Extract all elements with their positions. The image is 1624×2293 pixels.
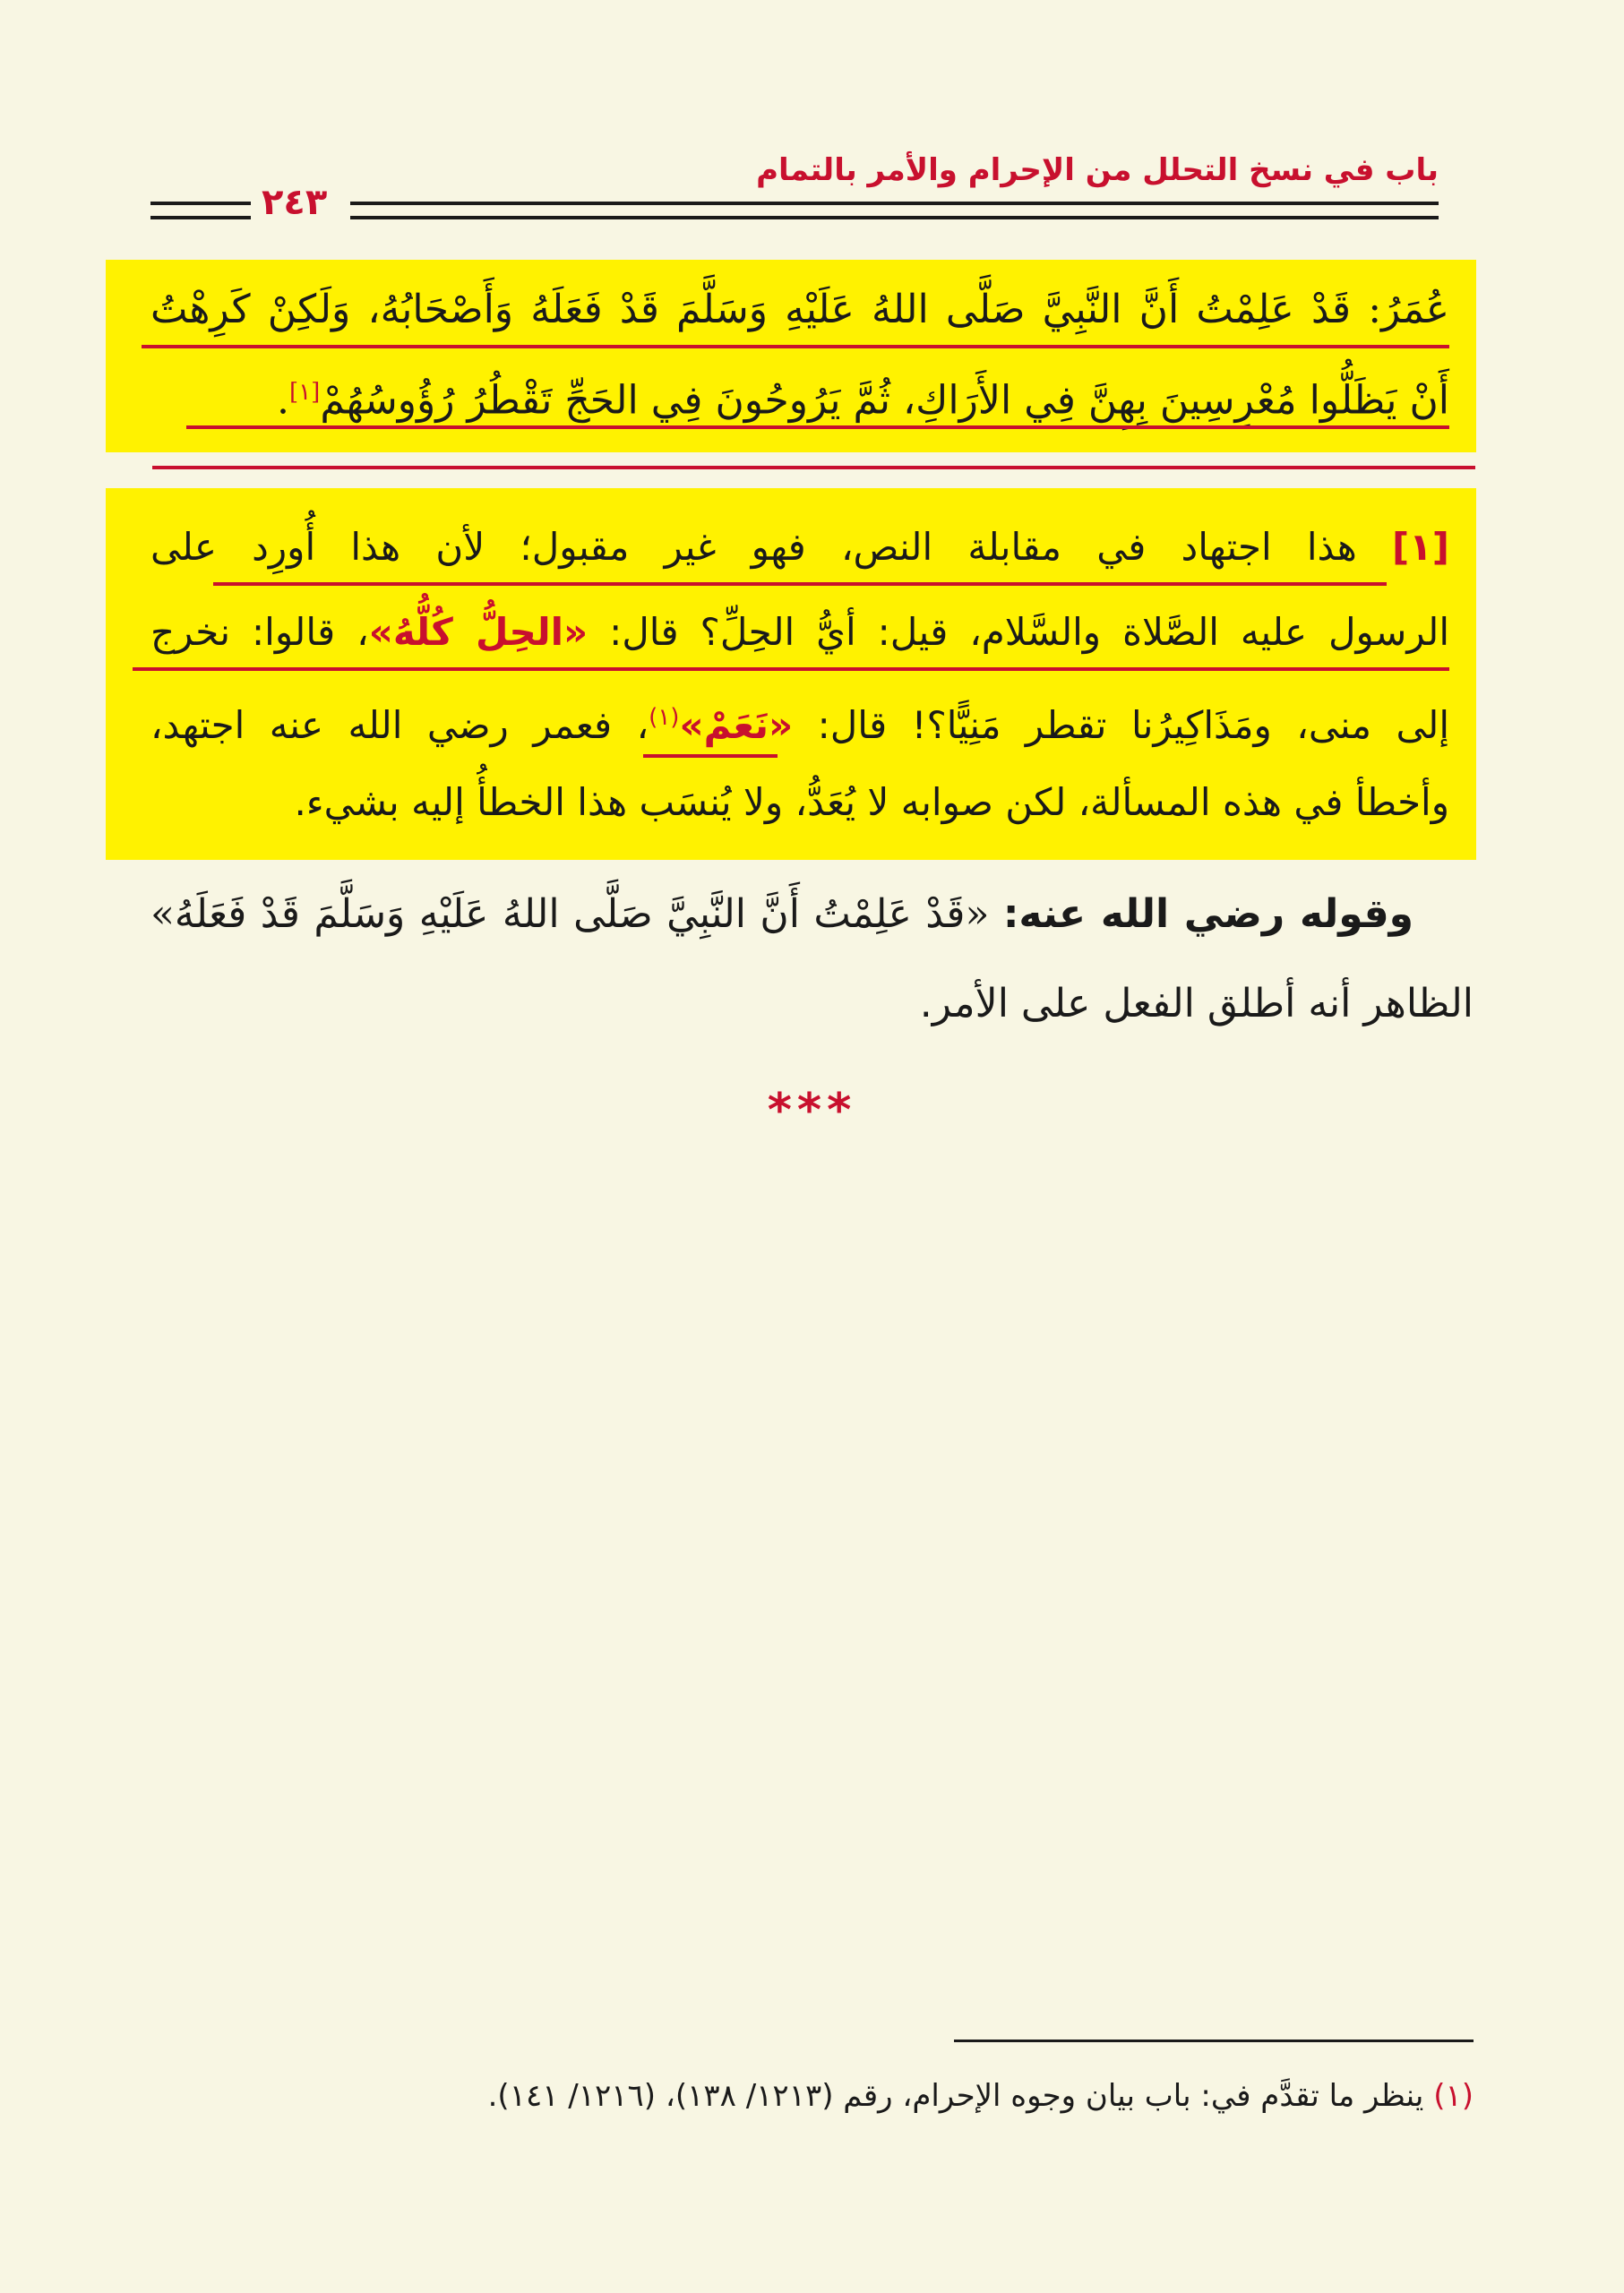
footnote-number: (١) xyxy=(1433,2078,1474,2114)
commentary-line-4 xyxy=(150,770,1449,835)
hadith-footnote-ref[interactable]: [١] xyxy=(289,379,321,406)
hadith-block xyxy=(106,260,1476,452)
paragraph-lead: وقوله رضي الله عنه: xyxy=(1002,891,1413,937)
hadith-underline-2 xyxy=(186,425,1449,429)
footnote xyxy=(488,2078,1474,2114)
commentary-text-2b: ، قالوا: نخرج xyxy=(150,610,369,654)
paragraph-quote: «قَدْ عَلِمْتُ أَنَّ النَّبِيَّ صَلَّى اللهُ عَلَيْهِ وَسَلَّمَ قَدْ فَعَلَهُ» xyxy=(150,891,990,937)
commentary-text-3a: إلى منى، ومَذَاكِيرُنا تقطر مَنِيًّا؟! قال: xyxy=(817,703,1449,747)
footnote-text: ينظر ما تقدَّم في: باب بيان وجوه الإحرام، رقم (١٢١٣/ ١٣٨)، (١٢١٦/ ١٤١). xyxy=(487,2078,1424,2114)
page-number: ٢٤٣ xyxy=(262,182,328,223)
hadith-text-1: عُمَرُ: قَدْ عَلِمْتُ أَنَّ النَّبِيَّ صَلَّى اللهُ عَلَيْهِ وَسَلَّمَ قَدْ فَعَلَهُ وَأَصْحَابُهُ، وَلَكِنْ كَرِهْتُ xyxy=(150,287,1449,332)
commentary-line-3 xyxy=(150,685,1449,758)
commentary-footnote-ref[interactable]: (١) xyxy=(649,704,680,731)
footnote-rule xyxy=(954,2040,1474,2042)
commentary-number: [١] xyxy=(1391,525,1449,569)
commentary-text-2a: الرسول عليه الصَّلاة والسَّلام، قيل: أيُّ الحِلِّ؟ قال: xyxy=(609,610,1450,654)
commentary-underline-3 xyxy=(643,754,778,758)
commentary-text-3b: ، فعمر رضي الله عنه اجتهد، xyxy=(150,703,649,747)
commentary-quote-1: «الحِلُّ كُلُّهُ» xyxy=(368,610,589,654)
commentary-underline-2 xyxy=(133,667,1449,671)
hadith-line-1 xyxy=(150,278,1449,342)
hadith-end-mark: . xyxy=(277,377,290,424)
paragraph-line-2 xyxy=(150,972,1474,1036)
commentary-text-1: هذا اجتهاد في مقابلة النص، فهو غير مقبول؛ لأن هذا أُورِد على xyxy=(150,525,1357,569)
hadith-underline-1 xyxy=(142,345,1449,348)
paragraph-text-2: الظاهر أنه أطلق الفعل على الأمر. xyxy=(919,981,1474,1026)
section-separator-stars: *** xyxy=(767,1084,857,1138)
running-title: باب في نسخ التحلل من الإحرام والأمر بالتمام xyxy=(756,152,1439,188)
paragraph-line-1 xyxy=(150,882,1413,947)
hadith-text-2: أَنْ يَظَلُّوا مُعْرِسِينَ بِهِنَّ فِي الأَرَاكِ، ثُمَّ يَرُوحُونَ فِي الحَجِّ تَقْطُرُ رُؤُوسُهُمْ xyxy=(320,377,1449,424)
hadith-line-2 xyxy=(150,360,1449,434)
commentary-text-4: وأخطأ في هذه المسألة، لكن صوابه لا يُعَدُّ، ولا يُنسَب هذا الخطأُ إليه بشيء. xyxy=(294,780,1449,824)
header-rule-right xyxy=(350,202,1439,219)
header-rule-left xyxy=(150,202,251,219)
commentary-underline-1 xyxy=(213,582,1387,586)
commentary-line-1 xyxy=(150,515,1449,580)
hadith-separator-rule xyxy=(152,466,1475,469)
commentary-block xyxy=(106,488,1476,860)
commentary-line-2 xyxy=(150,600,1449,665)
commentary-quote-2: «نَعَمْ» xyxy=(679,703,794,747)
